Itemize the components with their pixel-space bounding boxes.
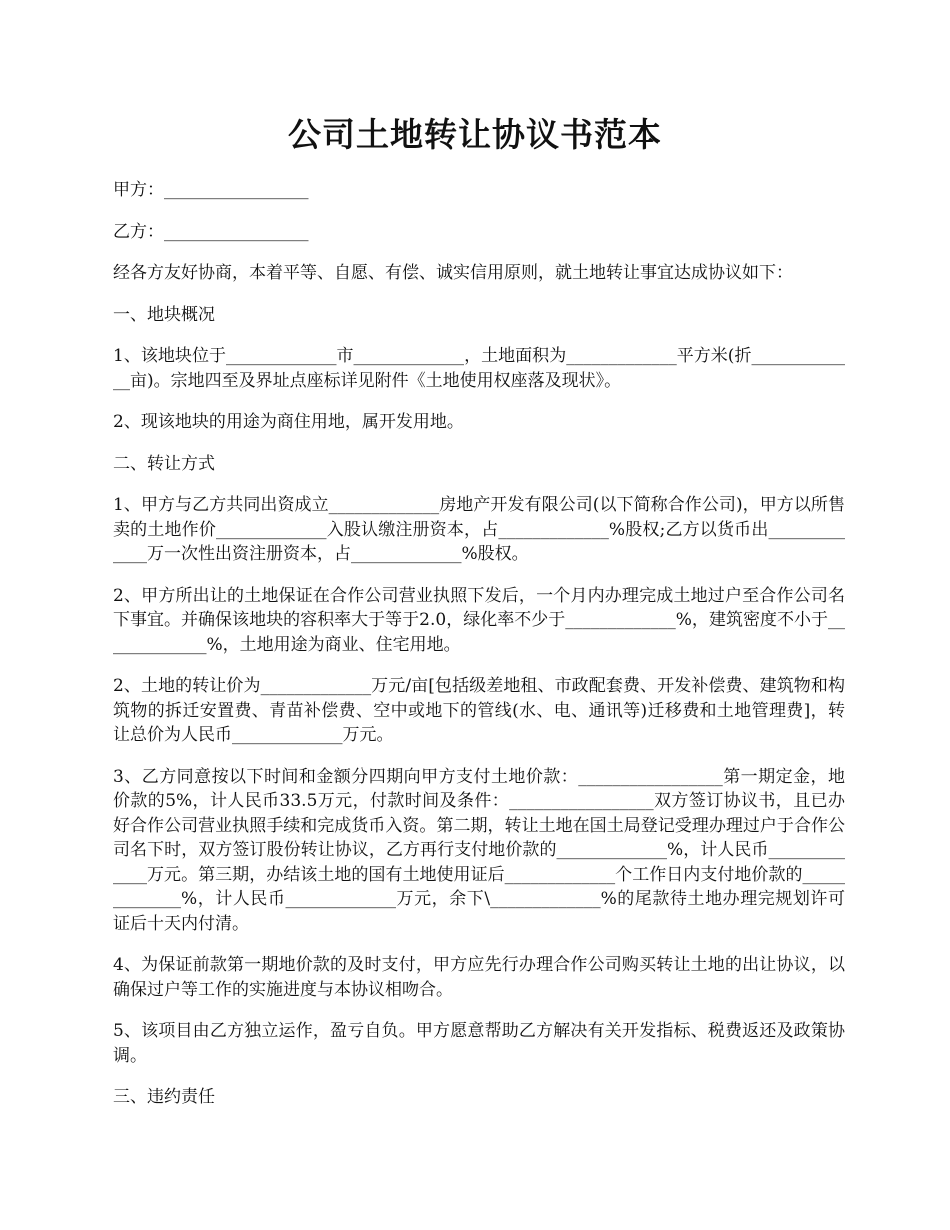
clause-land-use: 2、现该地块的用途为商住用地，属开发用地。 bbox=[113, 412, 464, 432]
section-heading-transfer-method: 二、转让方式 bbox=[113, 453, 215, 474]
clause-payment-guarantee: 4、为保证前款第一期地价款的及时支付，甲方应先行办理合作公司购买转让土地的出让协议，以确保过户等工作的实施进度与本协议相吻合。 bbox=[113, 955, 845, 1000]
clause-payment-schedule: 3、乙方同意按以下时间和金额分四期向甲方支付土地价款：_________________第一期定金，地价款的5%，计人民币33.5万元，付款时间及条件：_________________双方签订协议书，且已办好合作公司营业执照手续和完成货币入资。第二期，转让土地在国土局登记受理办理过户于合作公司名下时，双方签订股份转让协议，乙方再行支付地价款的_____________%，计人民币_____________万元。第三期，办结该土地的国有土地使用证后_____________个工作日内支付地价款的_____________%，计人民币_____________万元，余下\_____________%的尾款待土地办理完规划许可证后十天内付清。 bbox=[113, 766, 845, 934]
party-a-line: 甲方：_________________ bbox=[113, 180, 309, 200]
party-b-line: 乙方：_________________ bbox=[113, 221, 309, 242]
clause-independent-operation: 5、该项目由乙方独立运作，盈亏自负。甲方愿意帮助乙方解决有关开发指标、税费返还及政策协调。 bbox=[113, 1021, 845, 1066]
clause-joint-investment: 1、甲方与乙方共同出资成立_____________房地产开发有限公司(以下简称合作公司)，甲方以所售卖的土地作价_____________入股认缴注册资本，占_____________%股权;乙方以货币出_____________万一次性出资注册资本，占_____________%股权。 bbox=[113, 495, 845, 564]
document-body bbox=[113, 178, 845, 1127]
clause-transfer-price: 2、土地的转让价为_____________万元/亩[包括级差地租、市政配套费、开发补偿费、建筑物和构筑物的拆迁安置费、青苗补偿费、空中或地下的管线(水、电、通讯等)迁移费和土地管理费]，转让总价为人民币_____________万元。 bbox=[113, 676, 845, 745]
preamble-paragraph: 经各方友好协商，本着平等、自愿、有偿、诚实信用原则，就土地转让事宜达成协议如下： bbox=[113, 263, 793, 283]
section-heading-land-overview: 一、地块概况 bbox=[113, 304, 215, 325]
section-heading-liability: 三、违约责任 bbox=[113, 1087, 215, 1107]
document-title: 公司土地转让协议书范本 bbox=[288, 115, 662, 154]
clause-title-transfer: 2、甲方所出让的土地保证在合作公司营业执照下发后，一个月内办理完成土地过户至合作公司名下事宜。并确保该地块的容积率大于等于2.0，绿化率不少于_____________%，建筑密度不小于_____________%，土地用途为商业、住宅用地。 bbox=[113, 585, 845, 655]
clause-land-location: 1、该地块位于_____________市_____________，土地面积为_____________平方米(折_____________亩)。宗地四至及界址点座标详见附件《土地使用权座落及现状》。 bbox=[113, 346, 845, 391]
